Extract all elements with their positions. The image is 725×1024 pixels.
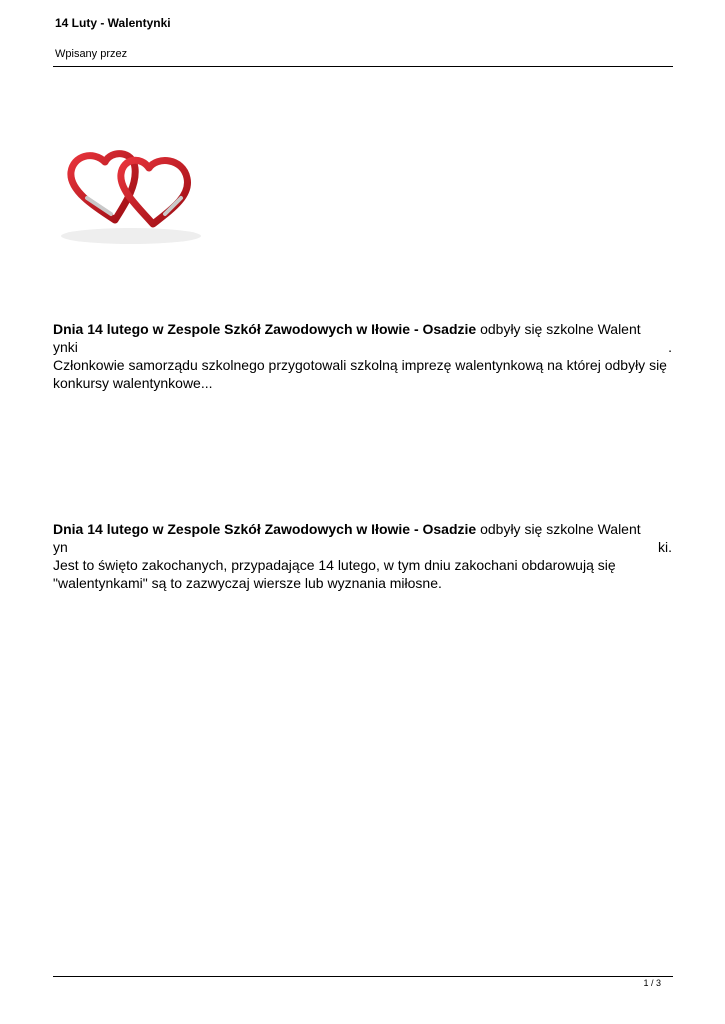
paragraph-1-bold: Dnia 14 lutego w Zespole Szkół Zawodowych w Iłowie - Osadzie (53, 321, 477, 337)
paragraph-1-line-1 (53, 320, 672, 338)
paragraph-2-line2-left: yn (53, 539, 68, 555)
paragraph-1-line1-rest: odbyły się szkolne Walent (476, 321, 641, 337)
paragraph-2-line2-right: ki. (658, 539, 672, 555)
hearts-image (53, 128, 208, 248)
paragraph-1-line2-right: . (668, 339, 672, 355)
paragraph-1-line-2 (53, 338, 672, 356)
paragraph-2-line1-rest: odbyły się szkolne Walent (476, 521, 641, 537)
document-author: Wpisany przez (55, 48, 128, 60)
paragraph-2-line-1 (53, 520, 672, 538)
document-title: 14 Luty - Walentynki (55, 16, 171, 30)
paragraph-2-bold: Dnia 14 lutego w Zespole Szkół Zawodowych w Iłowie - Osadzie (53, 521, 477, 537)
footer-divider (53, 976, 673, 977)
paragraph-2 (53, 520, 672, 592)
paragraph-2-line-2 (53, 538, 672, 556)
paragraph-1-rest: Członkowie samorządu szkolnego przygotowali szkolną imprezę walentynkową na której odbyły się konkursy walentynkowe... (53, 357, 667, 391)
paragraph-1-line2-left: ynki (53, 339, 78, 355)
paragraph-1 (53, 320, 672, 392)
header-divider (53, 66, 673, 67)
page-number: 1 / 3 (643, 978, 661, 988)
paragraph-2-rest: Jest to święto zakochanych, przypadające 14 lutego, w tym dniu zakochani obdarowują się "walentynkami" są to zazwyczaj wiersze lub wyznania miłosne. (53, 557, 616, 591)
